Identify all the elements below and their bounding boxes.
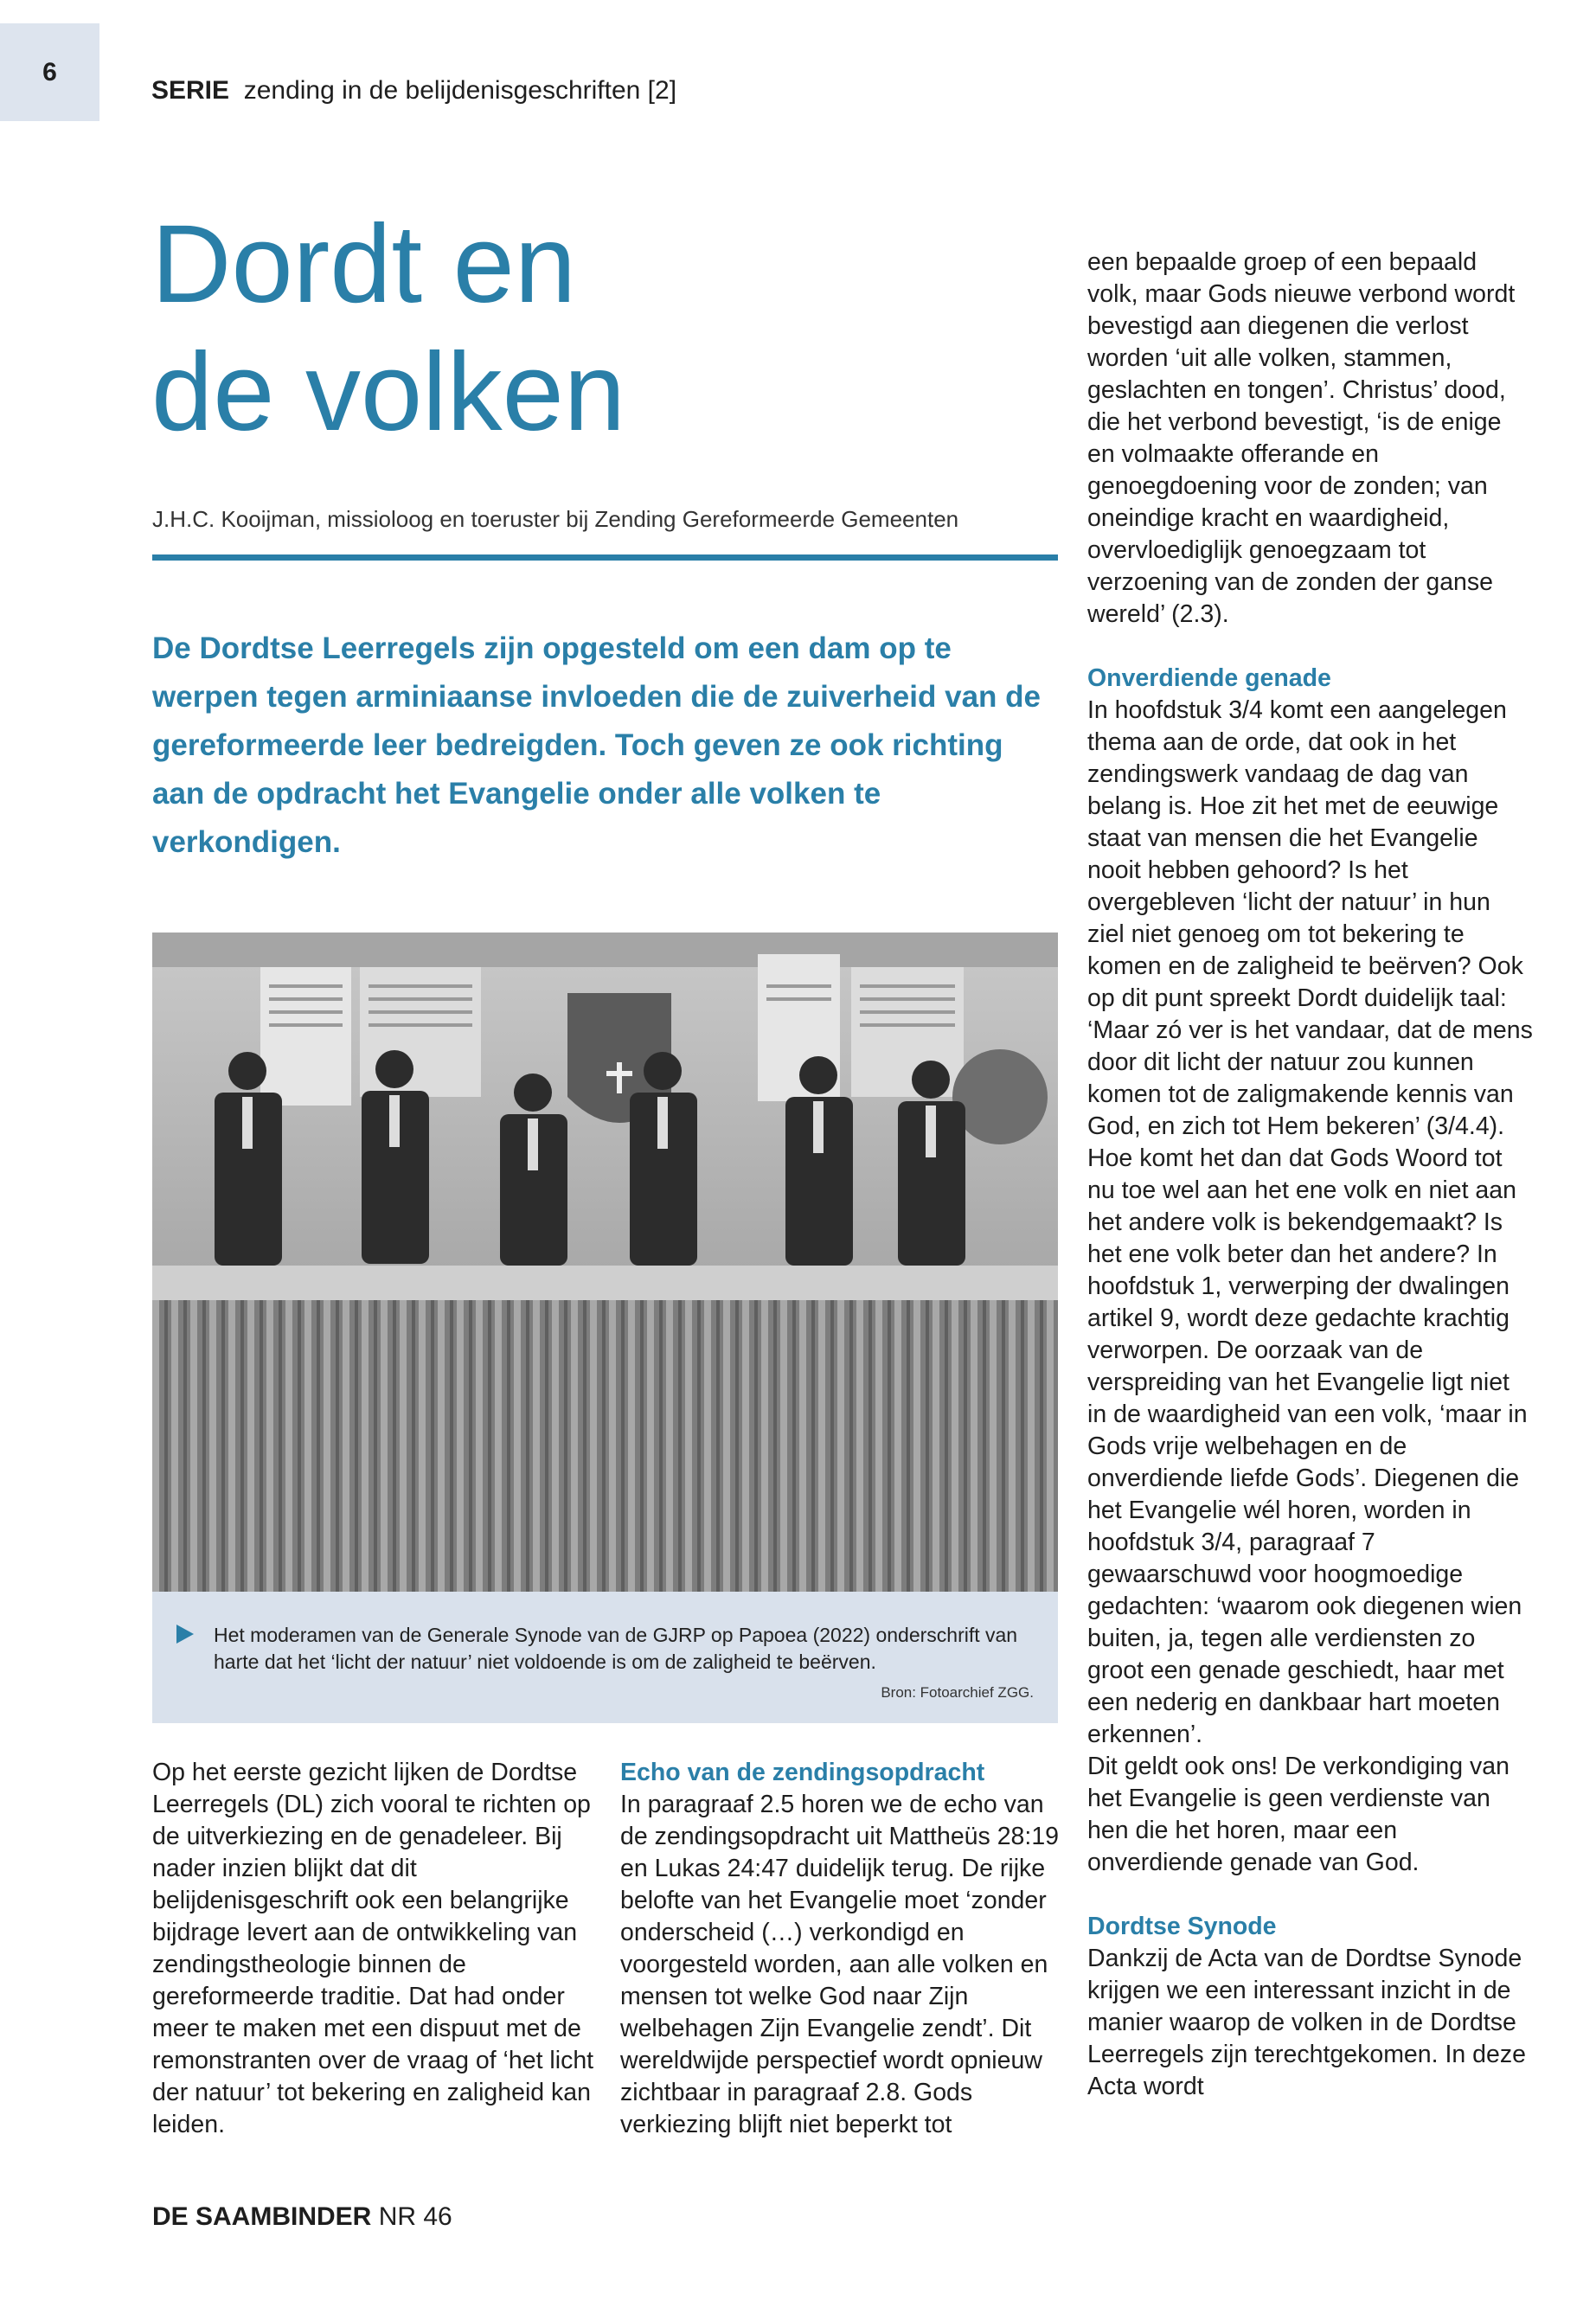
col3-paragraph-5: Dankzij de Acta van de Dordtse Synode krijgen we een interessant inzicht in de manier waarop de volken in de Dordtse Leerregels zijn terechtgekomen. In deze Acta wordt xyxy=(1087,1945,1526,2100)
title-line-1: Dordt en xyxy=(151,202,576,326)
page-footer xyxy=(152,2202,452,2232)
series-header xyxy=(151,76,676,106)
series-text: zending in de belijdenisgeschriften [2] xyxy=(243,76,677,105)
issue-number: NR 46 xyxy=(378,2202,452,2231)
photo-caption: Het moderamen van de Generale Synode van de GJRP op Papoea (2022) onderschrift van harte dat het ‘licht der natuur’ niet voldoende is om de zaligheid te beërven. xyxy=(214,1624,1018,1673)
title-line-2: de volken xyxy=(151,330,625,454)
col3-paragraph-1: een bepaalde groep of een bepaald volk, maar Gods nieuwe verbond wordt bevestigd aan diegenen die verlost worden ‘uit alle volken, stammen, geslachten en tongen’. Christus’ dood, die het verbond bevestigt, ‘is de enige en volmaakte offerande en genoegdoening voor de zonden; van oneindige kracht en waardigheid, overvloediglijk genoegzaam tot verzoening van de zonden der ganse wereld’ (2.3). xyxy=(1087,248,1516,628)
photo-caption-box xyxy=(152,1592,1058,1723)
title-divider xyxy=(152,554,1058,561)
col2-heading: Echo van de zendingsopdracht xyxy=(620,1759,985,1786)
photo-credit: Bron: Fotoarchief ZGG. xyxy=(881,1684,1034,1701)
column-2 xyxy=(620,1757,1060,2141)
col3-heading-1: Onverdiende genade xyxy=(1087,664,1331,692)
series-label: SERIE xyxy=(151,76,230,105)
col1-paragraph: Op het eerste gezicht lijken de Dordtse Leerregels (DL) zich vooral te richten op de uitverkiezing en de genadeleer. Bij nader inzien blijkt dat dit belijdenisgeschrift ook een belangrijke bijdrage levert aan de ontwikkeling van zendingstheologie binnen de gereformeerde traditie. Dat had onder meer te maken met een dispuut met de remonstranten over de vraag of ‘het licht der natuur’ tot bekering en zaligheid kan leiden. xyxy=(152,1759,594,2138)
column-3 xyxy=(1087,247,1533,2103)
column-1 xyxy=(152,1757,602,2141)
col3-paragraph-2: In hoofdstuk 3/4 komt een aangelegen thema aan de orde, dat ook in het zendingswerk vandaag de dag van belang is. Hoe zit het met de eeuwige staat van mensen die het Evangelie nooit hebben gehoord? Is het overgebleven ‘licht der natuur’ in hun ziel niet genoeg om tot bekering te komen en de zaligheid te beërven? Ook op dit punt spreekt Dordt duidelijk taal: ‘Maar zó ver is het vandaar, dat de mens door dit licht der natuur zou kunnen komen tot de zaligmakende kennis van God, en zich tot Hem bekeren’ (3/4.4). xyxy=(1087,696,1533,1140)
lead-paragraph: De Dordtse Leerregels zijn opgesteld om een dam op te werpen tegen arminiaanse invloeden die de zuiverheid van de gereformeerde leer bedreigden. Toch geven ze ook richting aan de opdracht het Evangelie onder alle volken te verkondigen. xyxy=(152,631,1041,859)
col2-paragraph: In paragraaf 2.5 horen we de echo van de zendingsopdracht uit Mattheüs 28:19 en Lukas 24:47 duidelijk terug. De rijke belofte van het Evangelie moet ‘zonder onderscheid (…) verkondigd en voorgesteld worden, aan alle volken en mensen tot welke God naar Zijn welbehagen Zijn Evangelie zendt’. Dit wereldwijde perspectief wordt opnieuw zichtbaar in paragraaf 2.8. Gods verkiezing blijft niet beperkt tot xyxy=(620,1791,1060,2138)
col3-paragraph-4: Dit geldt ook ons! De verkondiging van het Evangelie is geen verdienste van hen die het horen, maar een onverdiende genade van God. xyxy=(1087,1753,1509,1876)
page-number: 6 xyxy=(0,23,99,121)
col3-paragraph-3: Hoe komt het dan dat Gods Woord tot nu toe wel aan het ene volk en niet aan het andere volk is bekendgemaakt? Is het ene volk beter dan het andere? In hoofdstuk 1, verwerping der dwalingen artikel 9, wordt deze gedachte krachtig verworpen. De oorzaak van de verspreiding van het Evangelie ligt niet in de waardigheid van een volk, ‘maar in Gods vrije welbehagen en de onverdiende liefde Gods’. Diegenen die het Evangelie wél horen, worden in hoofdstuk 3/4, paragraaf 7 gewaarschuwd voor hoogmoedige gedachten: ‘waarom ook diegenen wien buiten, ja, tegen alle verdiensten zo groot een genade geschiedt, haar met een nederig en dankbaar hart moeten erkennen’. xyxy=(1087,1144,1528,1748)
synod-photo xyxy=(152,933,1058,1592)
article-title xyxy=(151,201,625,457)
author-line: J.H.C. Kooijman, missioloog en toeruster bij Zending Gereformeerde Gemeenten xyxy=(152,506,959,532)
caption-arrow-icon xyxy=(176,1625,194,1644)
magazine-name: DE SAAMBINDER xyxy=(152,2202,372,2231)
col3-heading-2: Dordtse Synode xyxy=(1087,1913,1277,1940)
